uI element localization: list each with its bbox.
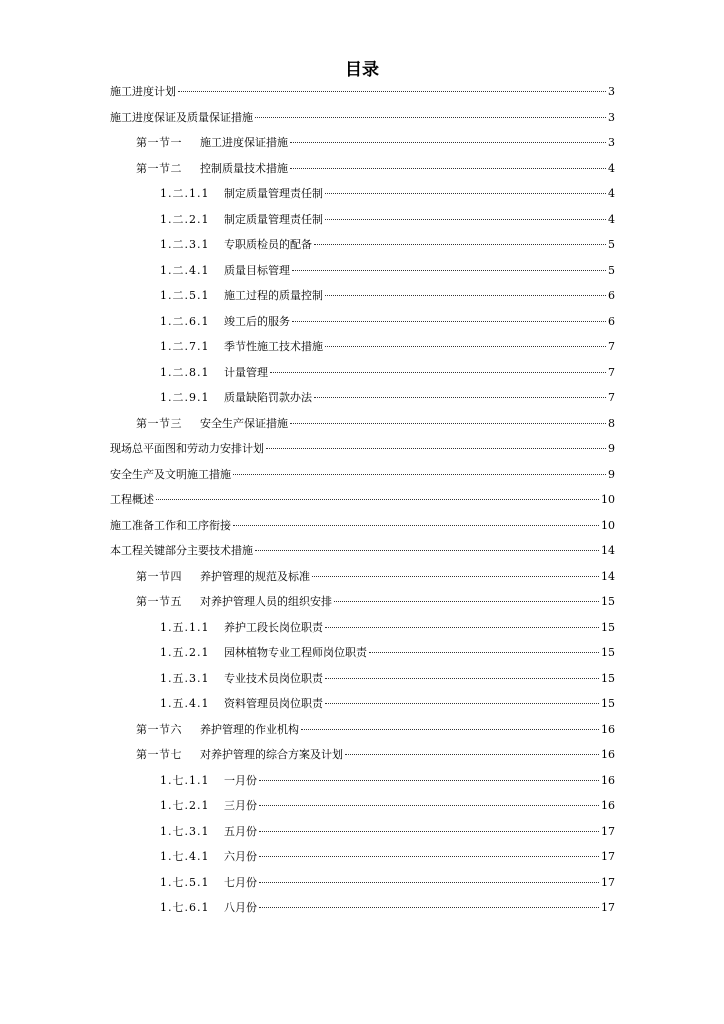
toc-entry-number: 1.七.5.1 [160,875,210,889]
toc-entry[interactable] [110,208,615,234]
toc-dot-leader [314,232,606,245]
toc-entry-text: 专业技术员岗位职责 [224,671,323,685]
toc-page-number: 14 [601,544,615,557]
toc-dot-leader [290,130,606,143]
toc-page-number: 15 [601,620,615,634]
toc-page-number: 6 [608,289,615,302]
toc-entry[interactable] [110,845,615,871]
toc-entry-number: 第一节五 [136,595,182,608]
toc-page-number: 7 [608,391,615,404]
toc-page-number: 9 [608,467,615,481]
toc-dot-leader [369,640,599,653]
toc-entry-text: 施工进度保证及质量保证措施 [110,110,253,124]
toc-dot-leader [156,487,599,500]
toc-entry[interactable] [110,871,615,897]
toc-entry[interactable] [110,896,615,922]
toc-entry-number: 1.七.2.1 [160,799,210,812]
toc-entry-text: 养护管理的规范及标准 [200,569,310,583]
toc-entry[interactable] [110,233,615,259]
toc-entry[interactable] [110,335,615,361]
toc-entry-text: 现场总平面图和劳动力安排计划 [110,442,264,455]
toc-entry[interactable] [110,182,615,208]
toc-dot-leader [233,462,606,475]
toc-entry[interactable] [110,310,615,336]
toc-entry-text: 施工进度保证措施 [200,136,288,149]
toc-entry-number: 1.二.9.1 [160,391,210,404]
toc-page-number: 8 [608,416,615,430]
toc-entry-text: 五月份 [224,824,257,838]
toc-page-number: 10 [601,518,615,532]
toc-dot-leader [259,793,599,806]
toc-entry-text: 施工准备工作和工序衔接 [110,518,231,532]
toc-page-number: 15 [601,671,615,685]
toc-entry[interactable] [110,284,615,310]
toc-entry-number: 1.五.1.1 [160,620,210,634]
toc-dot-leader [312,564,599,577]
toc-entry[interactable] [110,590,615,616]
toc-dot-leader [290,156,606,169]
toc-entry-number: 1.五.2.1 [160,646,210,659]
toc-page-number: 10 [601,493,615,506]
toc-entry-text: 专职质检员的配备 [224,238,312,251]
toc-entry-number: 1.二.3.1 [160,238,210,251]
toc-entry-number: 1.七.1.1 [160,773,210,787]
toc-entry-text: 计量管理 [224,365,268,379]
toc-entry-number: 1.二.5.1 [160,289,210,302]
toc-page-number: 16 [601,722,615,736]
toc-dot-leader [325,615,599,628]
toc-entry[interactable] [110,412,615,438]
toc-entry[interactable] [110,157,615,183]
toc-list [110,80,615,922]
toc-entry-number: 1.七.4.1 [160,850,210,863]
toc-entry-number: 第一节三 [136,416,182,430]
toc-entry-text: 三月份 [224,799,257,812]
toc-dot-leader [233,513,599,526]
toc-entry[interactable] [110,794,615,820]
toc-entry[interactable] [110,616,615,642]
toc-entry[interactable] [110,641,615,667]
toc-entry-text: 安全生产及文明施工措施 [110,467,231,481]
toc-dot-leader [259,870,599,883]
toc-dot-leader [255,538,599,551]
toc-page-number: 3 [608,136,615,149]
toc-dot-leader [325,181,606,194]
toc-entry-text: 养护管理的作业机构 [200,722,299,736]
toc-entry-text: 八月份 [224,901,257,914]
toc-entry-text: 六月份 [224,850,257,863]
toc-page-number: 6 [608,314,615,328]
toc-entry-number: 第一节四 [136,569,182,583]
toc-entry-number: 1.二.1.1 [160,187,210,200]
toc-entry[interactable] [110,488,615,514]
toc-entry[interactable] [110,667,615,693]
toc-page-number: 15 [601,697,615,710]
toc-entry-text: 园林植物专业工程师岗位职责 [224,646,367,659]
toc-entry[interactable] [110,437,615,463]
toc-entry-number: 1.二.6.1 [160,314,210,328]
toc-page-number: 5 [608,238,615,251]
toc-dot-leader [266,436,606,449]
toc-entry[interactable] [110,80,615,106]
toc-entry-text: 控制质量技术措施 [200,161,288,175]
toc-entry-text: 对养护管理的综合方案及计划 [200,748,343,761]
toc-entry-text: 安全生产保证措施 [200,416,288,430]
toc-entry[interactable] [110,259,615,285]
toc-page-number: 4 [608,212,615,226]
toc-dot-leader [314,385,606,398]
toc-dot-leader [290,411,606,424]
toc-page-number: 17 [601,875,615,889]
toc-dot-leader [325,691,599,704]
toc-page-number: 14 [601,569,615,583]
toc-entry-number: 1.二.7.1 [160,340,210,353]
toc-dot-leader [325,207,606,220]
toc-page-number: 3 [608,110,615,124]
toc-entry-text: 施工过程的质量控制 [224,289,323,302]
toc-dot-leader [325,666,599,679]
toc-entry[interactable] [110,820,615,846]
toc-entry-text: 工程概述 [110,493,154,506]
toc-entry[interactable] [110,463,615,489]
toc-page-number: 4 [608,161,615,175]
toc-entry-number: 第一节二 [136,161,182,175]
toc-entry-text: 七月份 [224,875,257,889]
toc-entry-number: 1.七.3.1 [160,824,210,838]
toc-page-number: 16 [601,799,615,812]
toc-dot-leader [255,105,606,118]
toc-dot-leader [325,334,606,347]
toc-entry-text: 对养护管理人员的组织安排 [200,595,332,608]
toc-entry-text: 质量目标管理 [224,263,290,277]
toc-page-number: 3 [608,85,615,98]
toc-entry-text: 一月份 [224,773,257,787]
toc-entry-text: 竣工后的服务 [224,314,290,328]
toc-entry[interactable] [110,106,615,132]
toc-dot-leader [178,79,606,92]
toc-dot-leader [345,742,599,755]
toc-entry-text: 资料管理员岗位职责 [224,697,323,710]
toc-page-number: 15 [601,646,615,659]
toc-entry[interactable] [110,514,615,540]
toc-page-number: 17 [601,901,615,914]
toc-entry[interactable] [110,131,615,157]
toc-entry-text: 本工程关键部分主要技术措施 [110,544,253,557]
toc-entry-text: 施工进度计划 [110,85,176,98]
toc-page-number: 4 [608,187,615,200]
toc-entry[interactable] [110,718,615,744]
toc-entry[interactable] [110,743,615,769]
toc-dot-leader [259,768,599,781]
toc-entry-number: 1.二.8.1 [160,365,210,379]
toc-page-number: 15 [601,595,615,608]
toc-dot-leader [292,258,606,271]
toc-entry-number: 第一节一 [136,136,182,149]
toc-dot-leader [292,309,606,322]
toc-dot-leader [334,589,599,602]
toc-dot-leader [301,717,599,730]
toc-entry-text: 季节性施工技术措施 [224,340,323,353]
toc-entry-text: 制定质量管理责任制 [224,212,323,226]
toc-entry-text: 制定质量管理责任制 [224,187,323,200]
toc-entry[interactable] [110,386,615,412]
toc-entry-text: 质量缺陷罚款办法 [224,391,312,404]
toc-page-number: 17 [601,850,615,863]
toc-page-number: 5 [608,263,615,277]
toc-dot-leader [259,819,599,832]
toc-entry-text: 养护工段长岗位职责 [224,620,323,634]
toc-title: 目录 [345,60,379,80]
toc-entry[interactable] [110,539,615,565]
toc-entry-number: 第一节七 [136,748,182,761]
toc-entry[interactable] [110,769,615,795]
toc-entry-number: 1.二.4.1 [160,263,210,277]
toc-entry[interactable] [110,361,615,387]
toc-page-number: 16 [601,748,615,761]
toc-dot-leader [259,844,599,857]
toc-entry[interactable] [110,692,615,718]
toc-dot-leader [270,360,606,373]
toc-entry[interactable] [110,565,615,591]
toc-page-number: 7 [608,365,615,379]
toc-page-number: 7 [608,340,615,353]
toc-entry-number: 第一节六 [136,722,182,736]
toc-page-number: 16 [601,773,615,787]
toc-entry-number: 1.五.4.1 [160,697,210,710]
toc-dot-leader [259,895,599,908]
toc-entry-number: 1.二.2.1 [160,212,210,226]
toc-page-number: 9 [608,442,615,455]
toc-dot-leader [325,283,606,296]
toc-page-number: 17 [601,824,615,838]
toc-entry-number: 1.五.3.1 [160,671,210,685]
toc-entry-number: 1.七.6.1 [160,901,210,914]
